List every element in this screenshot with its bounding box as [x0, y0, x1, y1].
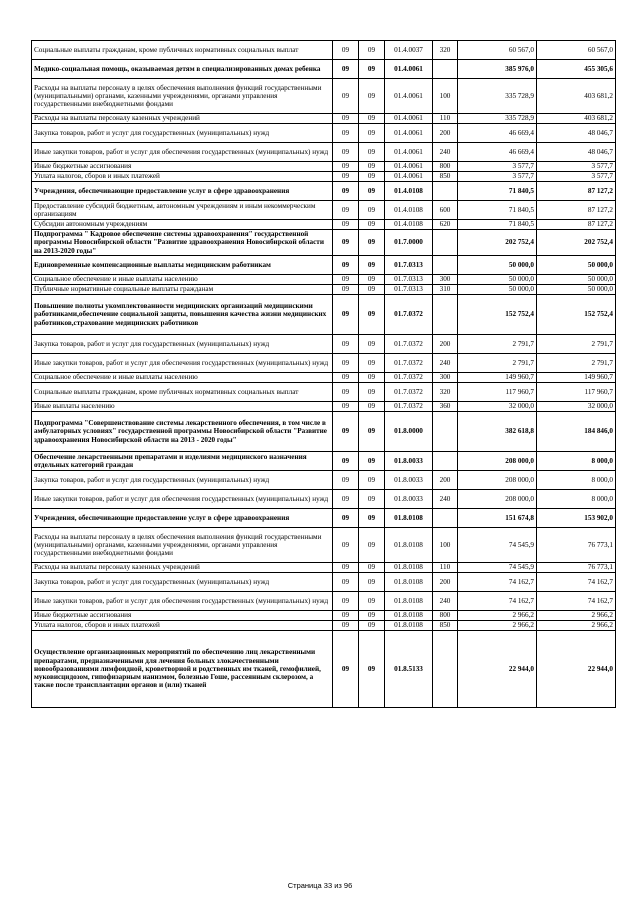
cell-target-article: 01.8.0033: [385, 471, 433, 490]
cell-amount-year1: 2 791,7: [458, 354, 537, 373]
cell-expense-type: 200: [433, 471, 458, 490]
cell-amount-year1: 208 000,0: [458, 452, 537, 471]
cell-expense-type: 850: [433, 621, 458, 631]
cell-amount-year2: 2 966,2: [537, 611, 616, 621]
table-row: [32, 592, 616, 611]
cell-amount-year1: 117 960,7: [458, 383, 537, 402]
cell-amount-year2: 8 000,0: [537, 471, 616, 490]
cell-subsection: 09: [359, 79, 385, 114]
cell-name: Обеспечение лекарственными препаратами и изделиями медицинского назначения отдельных категорий граждан: [32, 452, 333, 471]
cell-amount-year1: 74 545,9: [458, 528, 537, 563]
cell-name: Подпрограмма " Кадровое обеспечение системы здравоохранения" государственной программы Новосибирской области "Развитие здравоохранения Новосибирской области на 2013-2020 годы": [32, 230, 333, 256]
cell-section: 09: [333, 354, 359, 373]
cell-subsection: 09: [359, 412, 385, 452]
table-body: [32, 41, 616, 708]
cell-section: 09: [333, 60, 359, 79]
table-row: [32, 230, 616, 256]
table-row: [32, 220, 616, 230]
cell-amount-year2: 87 127,2: [537, 182, 616, 201]
cell-expense-type: [433, 452, 458, 471]
cell-section: 09: [333, 631, 359, 708]
cell-expense-type: [433, 182, 458, 201]
cell-expense-type: [433, 631, 458, 708]
cell-subsection: 09: [359, 621, 385, 631]
cell-amount-year1: 71 840,5: [458, 182, 537, 201]
cell-amount-year1: 208 000,0: [458, 471, 537, 490]
cell-subsection: 09: [359, 490, 385, 509]
cell-section: 09: [333, 373, 359, 383]
cell-name: Социальные выплаты гражданам, кроме публичных нормативных социальных выплат: [32, 383, 333, 402]
cell-amount-year1: 22 944,0: [458, 631, 537, 708]
cell-name: Единовременные компенсационные выплаты медицинским работникам: [32, 256, 333, 275]
cell-subsection: 09: [359, 124, 385, 143]
cell-amount-year1: 3 577,7: [458, 172, 537, 182]
cell-amount-year1: 152 752,4: [458, 295, 537, 335]
cell-amount-year1: 50 000,0: [458, 256, 537, 275]
cell-amount-year2: 74 162,7: [537, 573, 616, 592]
cell-target-article: 01.4.0061: [385, 79, 433, 114]
cell-target-article: 01.8.0033: [385, 490, 433, 509]
cell-subsection: 09: [359, 172, 385, 182]
cell-name: Закупка товаров, работ и услуг для государственных (муниципальных) нужд: [32, 471, 333, 490]
cell-target-article: 01.8.0108: [385, 509, 433, 528]
cell-subsection: 09: [359, 114, 385, 124]
table-row: [32, 60, 616, 79]
cell-name: Закупка товаров, работ и услуг для государственных (муниципальных) нужд: [32, 335, 333, 354]
table-row: [32, 383, 616, 402]
cell-name: Повышение полноты укомплектованности медицинских организаций медицинскими работниками,обеспечение социальной защиты, повышения качества жизни медицинских работников,страхование медицинских работников: [32, 295, 333, 335]
cell-expense-type: 800: [433, 611, 458, 621]
cell-amount-year2: 403 681,2: [537, 79, 616, 114]
cell-amount-year1: 71 840,5: [458, 201, 537, 220]
cell-amount-year1: 2 966,2: [458, 621, 537, 631]
table-row: [32, 471, 616, 490]
cell-expense-type: 240: [433, 490, 458, 509]
cell-section: 09: [333, 275, 359, 285]
cell-name: Социальные выплаты гражданам, кроме публичных нормативных социальных выплат: [32, 41, 333, 60]
cell-amount-year2: 455 305,6: [537, 60, 616, 79]
cell-section: 09: [333, 528, 359, 563]
cell-section: 09: [333, 256, 359, 275]
cell-amount-year2: 3 577,7: [537, 172, 616, 182]
cell-target-article: 01.8.0108: [385, 592, 433, 611]
cell-amount-year2: 60 567,0: [537, 41, 616, 60]
cell-amount-year1: 32 000,0: [458, 402, 537, 412]
cell-section: 09: [333, 563, 359, 573]
cell-name: Расходы на выплаты персоналу в целях обеспечения выполнения функций государственными (муниципальными) органами, казенными учреждениями, органами управления государственными внебюджетными фондами: [32, 79, 333, 114]
table-row: [32, 124, 616, 143]
cell-section: 09: [333, 124, 359, 143]
cell-expense-type: [433, 60, 458, 79]
cell-section: 09: [333, 285, 359, 295]
cell-expense-type: 600: [433, 201, 458, 220]
cell-subsection: 09: [359, 631, 385, 708]
cell-amount-year2: 3 577,7: [537, 162, 616, 172]
cell-target-article: 01.4.0061: [385, 114, 433, 124]
cell-amount-year1: 60 567,0: [458, 41, 537, 60]
cell-amount-year1: 335 728,9: [458, 114, 537, 124]
cell-amount-year1: 46 669,4: [458, 124, 537, 143]
cell-amount-year1: 71 840,5: [458, 220, 537, 230]
cell-target-article: 01.4.0061: [385, 143, 433, 162]
cell-name: Закупка товаров, работ и услуг для государственных (муниципальных) нужд: [32, 573, 333, 592]
cell-amount-year2: 32 000,0: [537, 402, 616, 412]
cell-expense-type: 320: [433, 41, 458, 60]
cell-name: Расходы на выплаты персоналу казенных учреждений: [32, 563, 333, 573]
cell-expense-type: 100: [433, 528, 458, 563]
cell-amount-year1: 208 000,0: [458, 490, 537, 509]
cell-section: 09: [333, 143, 359, 162]
cell-target-article: 01.7.0313: [385, 275, 433, 285]
cell-subsection: 09: [359, 60, 385, 79]
cell-amount-year2: 87 127,2: [537, 201, 616, 220]
cell-amount-year2: 50 000,0: [537, 275, 616, 285]
table-row: [32, 621, 616, 631]
table-row: [32, 275, 616, 285]
cell-name: Иные закупки товаров, работ и услуг для обеспечения государственных (муниципальных) нужд: [32, 490, 333, 509]
table-row: [32, 412, 616, 452]
cell-target-article: 01.4.0061: [385, 162, 433, 172]
cell-expense-type: 110: [433, 563, 458, 573]
cell-name: Уплата налогов, сборов и иных платежей: [32, 172, 333, 182]
cell-expense-type: 800: [433, 162, 458, 172]
cell-subsection: 09: [359, 509, 385, 528]
cell-name: Предоставление субсидий бюджетным, автономным учреждениям и иным некоммерческим организациям: [32, 201, 333, 220]
cell-target-article: 01.4.0108: [385, 220, 433, 230]
cell-subsection: 09: [359, 182, 385, 201]
cell-name: Подпрограмма "Совершенствование системы лекарственного обеспечения, в том числе в амбулаторных условиях" государственной программы Новосибирской области "Развитие здравоохранения Новосибирской области на 2013 - 2020 годы": [32, 412, 333, 452]
table-row: [32, 41, 616, 60]
cell-name: Расходы на выплаты персоналу казенных учреждений: [32, 114, 333, 124]
cell-name: Закупка товаров, работ и услуг для государственных (муниципальных) нужд: [32, 124, 333, 143]
cell-name: Социальное обеспечение и иные выплаты населению: [32, 373, 333, 383]
cell-name: Иные закупки товаров, работ и услуг для обеспечения государственных (муниципальных) нужд: [32, 354, 333, 373]
cell-subsection: 09: [359, 471, 385, 490]
cell-name: Публичные нормативные социальные выплаты гражданам: [32, 285, 333, 295]
cell-amount-year2: 2 966,2: [537, 621, 616, 631]
cell-subsection: 09: [359, 563, 385, 573]
cell-section: 09: [333, 383, 359, 402]
table-row: [32, 373, 616, 383]
cell-amount-year2: 152 752,4: [537, 295, 616, 335]
cell-target-article: 01.8.5133: [385, 631, 433, 708]
cell-expense-type: 300: [433, 373, 458, 383]
cell-subsection: 09: [359, 383, 385, 402]
cell-name: Иные бюджетные ассигнования: [32, 611, 333, 621]
cell-section: 09: [333, 412, 359, 452]
cell-expense-type: [433, 412, 458, 452]
cell-name: Учреждения, обеспечивающие предоставление услуг в сфере здравоохранения: [32, 509, 333, 528]
cell-target-article: 01.8.0108: [385, 621, 433, 631]
cell-amount-year1: 2 791,7: [458, 335, 537, 354]
cell-amount-year1: 151 674,8: [458, 509, 537, 528]
table-row: [32, 354, 616, 373]
cell-subsection: 09: [359, 373, 385, 383]
cell-target-article: 01.7.0372: [385, 335, 433, 354]
table-row: [32, 79, 616, 114]
cell-target-article: 01.7.0000: [385, 230, 433, 256]
cell-name: Социальное обеспечение и иные выплаты населению: [32, 275, 333, 285]
cell-expense-type: 300: [433, 275, 458, 285]
cell-section: 09: [333, 621, 359, 631]
cell-expense-type: 320: [433, 383, 458, 402]
cell-expense-type: 200: [433, 124, 458, 143]
table-row: [32, 573, 616, 592]
cell-subsection: 09: [359, 143, 385, 162]
cell-section: 09: [333, 335, 359, 354]
cell-amount-year1: 74 545,9: [458, 563, 537, 573]
cell-subsection: 09: [359, 285, 385, 295]
cell-expense-type: [433, 256, 458, 275]
cell-section: 09: [333, 220, 359, 230]
cell-subsection: 09: [359, 402, 385, 412]
cell-subsection: 09: [359, 220, 385, 230]
cell-section: 09: [333, 471, 359, 490]
cell-section: 09: [333, 114, 359, 124]
cell-target-article: 01.4.0061: [385, 172, 433, 182]
cell-amount-year2: 2 791,7: [537, 354, 616, 373]
cell-expense-type: [433, 509, 458, 528]
table-row: [32, 563, 616, 573]
page-number: Страница 33 из 96: [287, 881, 353, 890]
cell-amount-year2: 87 127,2: [537, 220, 616, 230]
cell-amount-year1: 149 960,7: [458, 373, 537, 383]
cell-section: 09: [333, 79, 359, 114]
cell-amount-year2: 48 046,7: [537, 143, 616, 162]
cell-amount-year1: 385 976,0: [458, 60, 537, 79]
cell-amount-year2: 403 681,2: [537, 114, 616, 124]
cell-name: Уплата налогов, сборов и иных платежей: [32, 621, 333, 631]
cell-target-article: 01.7.0372: [385, 383, 433, 402]
cell-target-article: 01.8.0108: [385, 573, 433, 592]
cell-name: Осуществление организационных мероприятий по обеспечению лиц лекарственными препаратами, предназначенными для лечения больных злокачественными новообразованиями лимфоидной, кроветворной и родственных им тканей, гемофилией, муковисцидозом, гипофизарным нанизмом, болезнью Гоше, рассеянным склерозом, а также после трансплантации органов и (или) тканей: [32, 631, 333, 708]
cell-subsection: 09: [359, 295, 385, 335]
cell-subsection: 09: [359, 275, 385, 285]
cell-expense-type: 360: [433, 402, 458, 412]
table-row: [32, 528, 616, 563]
cell-subsection: 09: [359, 201, 385, 220]
cell-section: 09: [333, 295, 359, 335]
cell-name: Субсидии автономным учреждениям: [32, 220, 333, 230]
cell-target-article: 01.4.0061: [385, 60, 433, 79]
cell-section: 09: [333, 452, 359, 471]
cell-amount-year2: 50 000,0: [537, 285, 616, 295]
cell-amount-year1: 335 728,9: [458, 79, 537, 114]
cell-target-article: 01.8.0108: [385, 528, 433, 563]
cell-subsection: 09: [359, 335, 385, 354]
table-row: [32, 182, 616, 201]
cell-name: Расходы на выплаты персоналу в целях обеспечения выполнения функций государственными (муниципальными) органами, казенными учреждениями, органами управления государственными внебюджетными фондами: [32, 528, 333, 563]
cell-amount-year2: 117 960,7: [537, 383, 616, 402]
table-row: [32, 143, 616, 162]
cell-subsection: 09: [359, 354, 385, 373]
cell-amount-year2: 50 000,0: [537, 256, 616, 275]
cell-amount-year2: 48 046,7: [537, 124, 616, 143]
cell-amount-year1: 382 618,8: [458, 412, 537, 452]
cell-target-article: 01.4.0061: [385, 124, 433, 143]
table-row: [32, 611, 616, 621]
table-row: [32, 285, 616, 295]
table-row: [32, 162, 616, 172]
table-row: [32, 631, 616, 708]
cell-subsection: 09: [359, 162, 385, 172]
cell-section: 09: [333, 490, 359, 509]
cell-section: 09: [333, 172, 359, 182]
cell-expense-type: 620: [433, 220, 458, 230]
table-row: [32, 452, 616, 471]
table-row: [32, 256, 616, 275]
cell-expense-type: 240: [433, 354, 458, 373]
cell-section: 09: [333, 402, 359, 412]
cell-expense-type: 200: [433, 573, 458, 592]
cell-expense-type: 850: [433, 172, 458, 182]
table-row: [32, 201, 616, 220]
cell-amount-year2: 184 846,0: [537, 412, 616, 452]
cell-expense-type: 110: [433, 114, 458, 124]
cell-expense-type: 310: [433, 285, 458, 295]
cell-name: Иные закупки товаров, работ и услуг для обеспечения государственных (муниципальных) нужд: [32, 143, 333, 162]
cell-subsection: 09: [359, 573, 385, 592]
cell-amount-year2: 149 960,7: [537, 373, 616, 383]
cell-name: Иные закупки товаров, работ и услуг для обеспечения государственных (муниципальных) нужд: [32, 592, 333, 611]
cell-amount-year2: 74 162,7: [537, 592, 616, 611]
cell-subsection: 09: [359, 611, 385, 621]
cell-target-article: 01.7.0372: [385, 354, 433, 373]
cell-amount-year2: 76 773,1: [537, 528, 616, 563]
cell-section: 09: [333, 509, 359, 528]
cell-expense-type: 240: [433, 143, 458, 162]
cell-section: 09: [333, 182, 359, 201]
cell-target-article: 01.8.0000: [385, 412, 433, 452]
cell-amount-year2: 153 902,0: [537, 509, 616, 528]
cell-amount-year1: 46 669,4: [458, 143, 537, 162]
table-row: [32, 172, 616, 182]
budget-table: [31, 40, 616, 708]
cell-target-article: 01.4.0108: [385, 201, 433, 220]
cell-subsection: 09: [359, 230, 385, 256]
cell-target-article: 01.7.0372: [385, 402, 433, 412]
cell-target-article: 01.8.0108: [385, 563, 433, 573]
cell-target-article: 01.8.0108: [385, 611, 433, 621]
cell-expense-type: [433, 295, 458, 335]
cell-name: Медико-социальная помощь, оказываемая детям в специализированных домах ребенка: [32, 60, 333, 79]
table-row: [32, 509, 616, 528]
cell-amount-year2: 8 000,0: [537, 490, 616, 509]
cell-amount-year2: 202 752,4: [537, 230, 616, 256]
cell-subsection: 09: [359, 41, 385, 60]
cell-section: 09: [333, 162, 359, 172]
cell-subsection: 09: [359, 452, 385, 471]
cell-target-article: 01.7.0372: [385, 295, 433, 335]
cell-amount-year1: 3 577,7: [458, 162, 537, 172]
cell-expense-type: 100: [433, 79, 458, 114]
cell-target-article: 01.7.0313: [385, 256, 433, 275]
cell-subsection: 09: [359, 592, 385, 611]
cell-name: Иные выплаты населению: [32, 402, 333, 412]
cell-section: 09: [333, 41, 359, 60]
cell-target-article: 01.7.0313: [385, 285, 433, 295]
cell-section: 09: [333, 230, 359, 256]
cell-amount-year2: 2 791,7: [537, 335, 616, 354]
table-row: [32, 402, 616, 412]
cell-target-article: 01.7.0372: [385, 373, 433, 383]
cell-name: Учреждения, обеспечивающие предоставление услуг в сфере здравоохранения: [32, 182, 333, 201]
cell-amount-year2: 22 944,0: [537, 631, 616, 708]
cell-target-article: 01.4.0037: [385, 41, 433, 60]
cell-section: 09: [333, 592, 359, 611]
cell-section: 09: [333, 201, 359, 220]
cell-name: Иные бюджетные ассигнования: [32, 162, 333, 172]
cell-amount-year2: 76 773,1: [537, 563, 616, 573]
cell-amount-year1: 74 162,7: [458, 592, 537, 611]
cell-amount-year1: 50 000,0: [458, 275, 537, 285]
table-row: [32, 295, 616, 335]
table-row: [32, 490, 616, 509]
table-row: [32, 335, 616, 354]
cell-amount-year2: 8 000,0: [537, 452, 616, 471]
cell-target-article: 01.8.0033: [385, 452, 433, 471]
cell-section: 09: [333, 573, 359, 592]
table-row: [32, 114, 616, 124]
cell-subsection: 09: [359, 528, 385, 563]
cell-amount-year1: 2 966,2: [458, 611, 537, 621]
cell-expense-type: [433, 230, 458, 256]
cell-expense-type: 240: [433, 592, 458, 611]
cell-amount-year1: 50 000,0: [458, 285, 537, 295]
cell-target-article: 01.4.0108: [385, 182, 433, 201]
cell-section: 09: [333, 611, 359, 621]
cell-subsection: 09: [359, 256, 385, 275]
cell-expense-type: 200: [433, 335, 458, 354]
cell-amount-year1: 202 752,4: [458, 230, 537, 256]
cell-amount-year1: 74 162,7: [458, 573, 537, 592]
